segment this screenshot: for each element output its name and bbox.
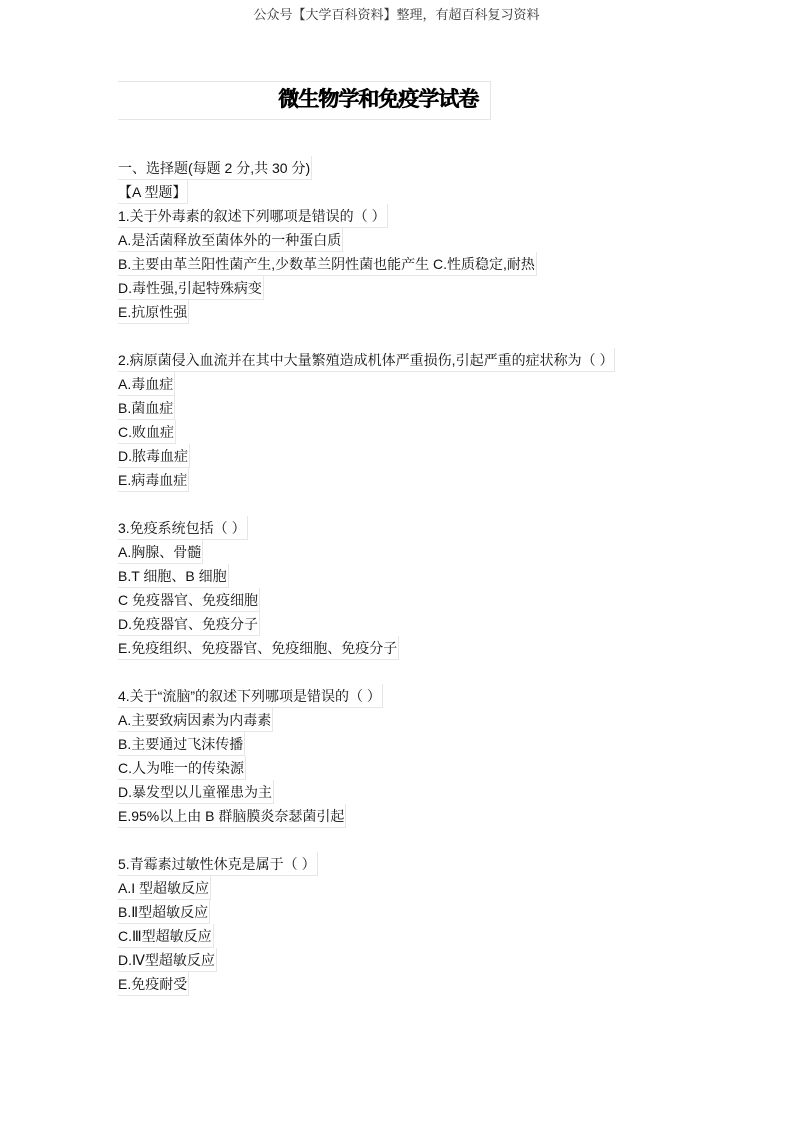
answer-option-line <box>118 636 615 660</box>
spacer <box>118 492 615 516</box>
answer-option-line <box>118 972 615 996</box>
question-stem-line <box>118 516 615 540</box>
answer-option-line <box>118 588 615 612</box>
answer-option-line <box>118 396 615 420</box>
question-stem: 1.关于外毒素的叙述下列哪项是错误的（ ） <box>118 204 388 228</box>
answer-option: E.免疫耐受 <box>118 972 189 996</box>
spacer <box>118 828 615 852</box>
answer-option: D.Ⅳ型超敏反应 <box>118 948 217 972</box>
answer-option-line <box>118 780 615 804</box>
question-block <box>118 660 615 828</box>
question-stem-line <box>118 852 615 876</box>
answer-option-line <box>118 708 615 732</box>
answer-option-line <box>118 612 615 636</box>
answer-option: B.Ⅱ型超敏反应 <box>118 900 210 924</box>
answer-option-line <box>118 228 615 252</box>
question-list <box>118 204 615 996</box>
answer-option-line <box>118 732 615 756</box>
answer-option: E.病毒血症 <box>118 468 189 492</box>
answer-option-line <box>118 468 615 492</box>
answer-option-line <box>118 372 615 396</box>
answer-option: A.I 型超敏反应 <box>118 876 211 900</box>
answer-option: C.败血症 <box>118 420 176 444</box>
answer-option: C.人为唯一的传染源 <box>118 756 246 780</box>
answer-option: C 免疫器官、免疫细胞 <box>118 588 260 612</box>
answer-option-line <box>118 804 615 828</box>
answer-option-line <box>118 756 615 780</box>
question-stem-line <box>118 204 615 228</box>
question-stem-line <box>118 348 615 372</box>
spacer <box>118 324 615 348</box>
answer-option: B.主要通过飞沫传播 <box>118 732 245 756</box>
question-stem: 5.青霉素过敏性休克是属于（ ） <box>118 852 318 876</box>
document-title: 微生物学和免疫学试卷 <box>278 88 478 111</box>
question-block <box>118 204 615 324</box>
answer-option-line <box>118 876 615 900</box>
section-heading: 一、选择题(每题 2 分,共 30 分) <box>118 156 312 180</box>
question-stem: 4.关于“流脑”的叙述下列哪项是错误的（ ） <box>118 684 383 708</box>
question-block <box>118 492 615 660</box>
answer-option: E.抗原性强 <box>118 300 189 324</box>
answer-option: E.95%以上由 B 群脑膜炎奈瑟菌引起 <box>118 804 346 828</box>
answer-option-line <box>118 444 615 468</box>
answer-option: A.主要致病因素为内毒素 <box>118 708 273 732</box>
answer-option: A.是活菌释放至菌体外的一种蛋白质 <box>118 228 343 252</box>
answer-option-line <box>118 300 615 324</box>
question-block <box>118 828 615 996</box>
answer-option: A.胸腺、骨髓 <box>118 540 203 564</box>
question-stem: 2.病原菌侵入血流并在其中大量繁殖造成机体严重损伤,引起严重的症状称为（ ） <box>118 348 615 372</box>
question-stem: 3.免疫系统包括（ ） <box>118 516 248 540</box>
answer-option-line <box>118 924 615 948</box>
answer-option: D.毒性强,引起特殊病变 <box>118 276 264 300</box>
page-header: 公众号【大学百科资料】整理，有超百科复习资料 <box>253 7 540 22</box>
answer-option: B.T 细胞、B 细胞 <box>118 564 229 588</box>
answer-option: D.暴发型以儿童罹患为主 <box>118 780 274 804</box>
answer-option: E.免疫组织、免疫器官、免疫细胞、免疫分子 <box>118 636 399 660</box>
spacer <box>118 660 615 684</box>
question-block <box>118 324 615 492</box>
answer-option: C.Ⅲ型超敏反应 <box>118 924 214 948</box>
answer-option: D.免疫器官、免疫分子 <box>118 612 260 636</box>
document-body <box>118 156 615 996</box>
answer-option-line <box>118 948 615 972</box>
answer-option: D.脓毒血症 <box>118 444 190 468</box>
answer-option: A.毒血症 <box>118 372 175 396</box>
answer-option-line <box>118 564 615 588</box>
answer-option-line <box>118 420 615 444</box>
answer-option: B.主要由革兰阳性菌产生,少数革兰阴性菌也能产生 C.性质稳定,耐热 <box>118 252 537 276</box>
answer-option-line <box>118 276 615 300</box>
answer-option-line <box>118 900 615 924</box>
answer-option: B.菌血症 <box>118 396 175 420</box>
answer-option-line <box>118 540 615 564</box>
question-type-label: 【A 型题】 <box>118 180 188 204</box>
answer-option-line <box>118 252 615 276</box>
question-stem-line <box>118 684 615 708</box>
